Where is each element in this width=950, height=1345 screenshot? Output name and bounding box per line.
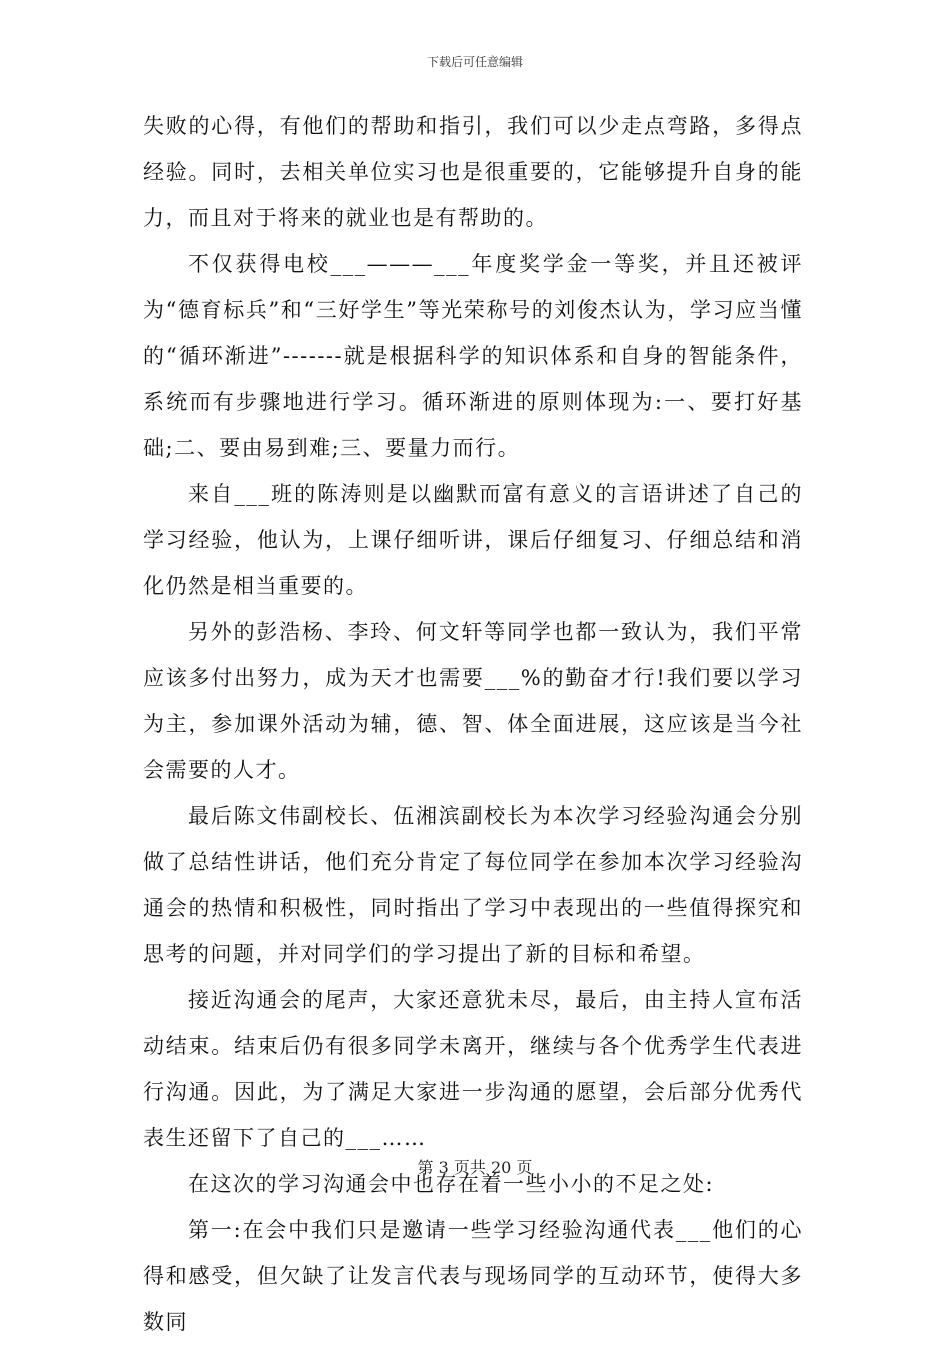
paragraph-8: 第一:在会中我们只是邀请一些学习经验沟通代表___他们的心得和感受，但欠缺了让发言代表与现场同学的互动环节，使得大多数同 xyxy=(143,1218,803,1334)
paragraph-4: 另外的彭浩杨、李玲、何文轩等同学也都一致认为，我们平常应该多付出努力，成为天才也需要___%的勤奋才行!我们要以学习为主，参加课外活动为辅，德、智、体全面进展，这应该是当今社会需要的人才。 xyxy=(143,620,803,782)
paragraph-2: 不仅获得电校___———___年度奖学金一等奖，并且还被评为“德育标兵”和“三好学生”等光荣称号的刘俊杰认为，学习应当懂的“循环渐进”-------就是根据科学的知识体系和自身的智能条件，系统而有步骤地进行学习。循环渐进的原则体现为:一、要打好基础;二、要由易到难;三、要量力而行。 xyxy=(143,252,803,460)
paragraph-3: 来自___班的陈涛则是以幽默而富有意义的言语讲述了自己的学习经验，他认为，上课仔细听讲，课后仔细复习、仔细总结和消化仍然是相当重要的。 xyxy=(143,482,803,598)
page-number-footer: 第 3 页共 20 页 xyxy=(417,1158,533,1177)
paragraph-7: 在这次的学习沟通会中也存在着一些小小的不足之处: xyxy=(188,1172,715,1196)
paragraph-5: 最后陈文伟副校长、伍湘滨副校长为本次学习经验沟通会分别做了总结性讲话，他们充分肯定了每位同学在参加本次学习经验沟通会的热情和积极性，同时指出了学习中表现出的一些值得探究和思考的问题，并对同学们的学习提出了新的目标和希望。 xyxy=(143,804,803,966)
page-header-note: 下载后可任意编辑 xyxy=(426,55,523,69)
paragraph-1: 失败的心得，有他们的帮助和指引，我们可以少走点弯路，多得点经验。同时，去相关单位实习也是很重要的，它能够提升自身的能力，而且对于将来的就业也是有帮助的。 xyxy=(143,114,803,230)
paragraph-6: 接近沟通会的尾声，大家还意犹未尽，最后，由主持人宣布活动结束。结束后仍有很多同学未离开，继续与各个优秀学生代表进行沟通。因此，为了满足大家进一步沟通的愿望，会后部分优秀代表生还留下了自己的___…… xyxy=(143,988,803,1150)
